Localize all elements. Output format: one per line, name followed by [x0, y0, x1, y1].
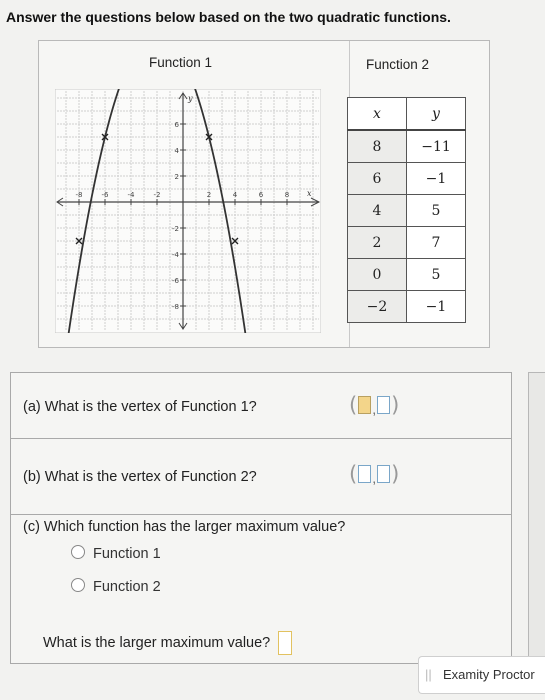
table-row	[348, 130, 466, 163]
grip-icon: ||	[425, 667, 432, 682]
radio-function1[interactable]	[71, 545, 85, 559]
radio-function2[interactable]	[71, 578, 85, 592]
table-header-y: y	[407, 98, 466, 131]
question-a-box	[10, 372, 512, 440]
proctor-label: Examity Proctor	[443, 667, 535, 682]
table-cell-x: −2	[348, 291, 407, 323]
table-cell-x: 4	[348, 195, 407, 227]
x-tick-label: -4	[127, 191, 135, 199]
instructions-heading: Answer the questions below based on the two quadratic functions.	[6, 9, 451, 25]
option-function1[interactable]	[71, 545, 161, 562]
larger-max-input[interactable]	[278, 631, 292, 655]
x-tick-label: -8	[75, 191, 83, 199]
x-tick-label: 2	[206, 191, 212, 199]
x-axis-label: x	[307, 189, 312, 198]
y-tick-label: 4	[174, 147, 179, 155]
table-cell-y: 5	[407, 259, 466, 291]
graph-background	[55, 89, 321, 333]
question-c-text: (c) Which function has the larger maximum value?	[23, 519, 346, 535]
table-row	[348, 163, 466, 195]
table-cell-x: 0	[348, 259, 407, 291]
vertex1-x-input[interactable]	[358, 396, 371, 414]
y-tick-label: -8	[172, 303, 179, 311]
function2-title: Function 2	[366, 57, 430, 72]
function2-table	[347, 97, 466, 323]
question-b-text: (b) What is the vertex of Function 2?	[23, 469, 257, 485]
x-tick-label: 4	[232, 191, 238, 199]
table-row	[348, 227, 466, 259]
function1-title: Function 1	[149, 55, 213, 70]
table-cell-x: 8	[348, 130, 407, 163]
question-b-box	[10, 438, 512, 516]
vertex1-y-input[interactable]	[377, 396, 390, 414]
vertex1-answer: ( , )	[349, 393, 400, 417]
table-cell-y: −1	[407, 291, 466, 323]
table-row	[348, 195, 466, 227]
function1-graph	[55, 89, 321, 333]
y-tick-label: -2	[172, 225, 179, 233]
table-cell-y: 5	[407, 195, 466, 227]
question-a-text: (a) What is the vertex of Function 1?	[23, 399, 257, 415]
y-tick-label: 6	[174, 121, 179, 129]
x-tick-label: -2	[153, 191, 161, 199]
table-cell-x: 6	[348, 163, 407, 195]
table-row	[348, 291, 466, 323]
table-cell-x: 2	[348, 227, 407, 259]
vertex2-answer: ( , )	[349, 462, 400, 486]
side-panel-edge	[528, 372, 545, 664]
larger-max-question: What is the larger maximum value?	[43, 631, 292, 655]
functions-panel	[38, 40, 490, 348]
vertex2-x-input[interactable]	[358, 465, 371, 483]
option-function1-label: Function 1	[93, 546, 161, 562]
x-tick-label: 8	[284, 191, 290, 199]
table-cell-y: −11	[407, 130, 466, 163]
examity-proctor-badge[interactable]	[418, 656, 545, 694]
y-axis-label: y	[188, 94, 193, 103]
vertex2-y-input[interactable]	[377, 465, 390, 483]
y-tick-label: -6	[172, 277, 179, 285]
x-tick-label: 6	[258, 191, 264, 199]
question-c-box	[10, 514, 512, 664]
table-header-x: x	[348, 98, 407, 131]
table-cell-y: −1	[407, 163, 466, 195]
option-function2-label: Function 2	[93, 579, 161, 595]
table-cell-y: 7	[407, 227, 466, 259]
option-function2[interactable]	[71, 578, 161, 595]
y-tick-label: -4	[172, 251, 179, 259]
x-tick-label: -6	[101, 191, 109, 199]
y-tick-label: 2	[174, 173, 179, 181]
table-row	[348, 259, 466, 291]
